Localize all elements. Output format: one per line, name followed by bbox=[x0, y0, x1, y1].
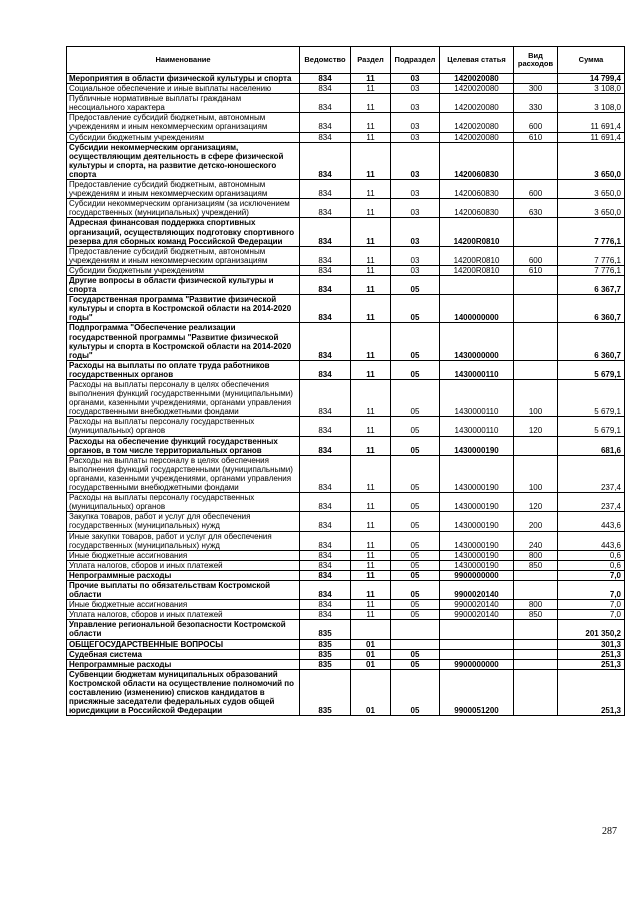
table-row bbox=[67, 610, 625, 620]
table-row bbox=[67, 570, 625, 580]
cell-name: ОБЩЕГОСУДАРСТВЕННЫЕ ВОПРОСЫ bbox=[67, 639, 300, 649]
cell-section: 11 bbox=[351, 380, 391, 417]
cell-subsection: 05 bbox=[391, 649, 440, 659]
header-exptype: Вид расходов bbox=[514, 47, 558, 74]
cell-section: 11 bbox=[351, 360, 391, 379]
cell-exptype: 600 bbox=[514, 246, 558, 265]
cell-sum: 3 108,0 bbox=[558, 94, 625, 113]
cell-sum: 11 691,4 bbox=[558, 132, 625, 142]
cell-dept: 834 bbox=[300, 580, 351, 599]
cell-section: 11 bbox=[351, 436, 391, 455]
cell-section: 11 bbox=[351, 295, 391, 323]
cell-dept: 834 bbox=[300, 246, 351, 265]
cell-sum: 681,6 bbox=[558, 436, 625, 455]
cell-exptype bbox=[514, 436, 558, 455]
cell-exptype: 600 bbox=[514, 113, 558, 132]
cell-dept: 834 bbox=[300, 570, 351, 580]
cell-name: Субсидии бюджетным учреждениям bbox=[67, 132, 300, 142]
cell-dept: 834 bbox=[300, 360, 351, 379]
cell-dept: 834 bbox=[300, 323, 351, 360]
cell-target: 14200R0810 bbox=[440, 218, 514, 246]
header-name: Наименование bbox=[67, 47, 300, 74]
cell-target: 14200R0810 bbox=[440, 265, 514, 275]
cell-dept: 834 bbox=[300, 600, 351, 610]
cell-target: 1430000000 bbox=[440, 323, 514, 360]
table-row bbox=[67, 531, 625, 550]
cell-target: 1400000000 bbox=[440, 295, 514, 323]
cell-subsection: 03 bbox=[391, 74, 440, 84]
cell-subsection: 05 bbox=[391, 610, 440, 620]
table-row bbox=[67, 94, 625, 113]
cell-dept: 834 bbox=[300, 550, 351, 560]
cell-subsection: 05 bbox=[391, 512, 440, 531]
cell-sum: 251,3 bbox=[558, 659, 625, 669]
cell-dept: 834 bbox=[300, 417, 351, 436]
cell-dept: 834 bbox=[300, 84, 351, 94]
cell-exptype: 850 bbox=[514, 560, 558, 570]
table-row bbox=[67, 512, 625, 531]
cell-exptype bbox=[514, 275, 558, 294]
cell-exptype bbox=[514, 580, 558, 599]
table-row bbox=[67, 360, 625, 379]
cell-target: 1420020080 bbox=[440, 113, 514, 132]
cell-dept: 834 bbox=[300, 560, 351, 570]
cell-name: Предоставление субсидий бюджетным, автономным учреждениям и иным некоммерческим организациям bbox=[67, 246, 300, 265]
cell-exptype: 630 bbox=[514, 199, 558, 218]
cell-name: Управление региональной безопасности Костромской области bbox=[67, 620, 300, 639]
table-row bbox=[67, 142, 625, 179]
cell-target: 1430000110 bbox=[440, 417, 514, 436]
cell-exptype bbox=[514, 360, 558, 379]
cell-sum: 5 679,1 bbox=[558, 417, 625, 436]
cell-section: 11 bbox=[351, 417, 391, 436]
cell-sum: 201 350,2 bbox=[558, 620, 625, 639]
cell-sum: 237,4 bbox=[558, 455, 625, 492]
cell-sum: 0,6 bbox=[558, 560, 625, 570]
cell-exptype bbox=[514, 620, 558, 639]
cell-exptype bbox=[514, 659, 558, 669]
cell-name: Субсидии бюджетным учреждениям bbox=[67, 265, 300, 275]
table-row bbox=[67, 455, 625, 492]
cell-dept: 834 bbox=[300, 132, 351, 142]
table-row bbox=[67, 493, 625, 512]
table-row bbox=[67, 246, 625, 265]
cell-name: Прочие выплаты по обязательствам Костромской области bbox=[67, 580, 300, 599]
cell-subsection: 03 bbox=[391, 199, 440, 218]
cell-subsection: 05 bbox=[391, 380, 440, 417]
cell-sum: 6 360,7 bbox=[558, 323, 625, 360]
table-row bbox=[67, 560, 625, 570]
cell-sum: 3 650,0 bbox=[558, 199, 625, 218]
cell-sum: 7 776,1 bbox=[558, 265, 625, 275]
cell-dept: 834 bbox=[300, 610, 351, 620]
cell-subsection bbox=[391, 639, 440, 649]
cell-sum: 0,6 bbox=[558, 550, 625, 560]
table-row bbox=[67, 218, 625, 246]
cell-target: 1420020080 bbox=[440, 132, 514, 142]
cell-dept: 834 bbox=[300, 142, 351, 179]
cell-name: Уплата налогов, сборов и иных платежей bbox=[67, 610, 300, 620]
cell-sum: 443,6 bbox=[558, 512, 625, 531]
cell-exptype: 610 bbox=[514, 132, 558, 142]
cell-dept: 834 bbox=[300, 531, 351, 550]
table-row bbox=[67, 295, 625, 323]
cell-subsection: 03 bbox=[391, 113, 440, 132]
cell-section: 11 bbox=[351, 512, 391, 531]
cell-exptype bbox=[514, 74, 558, 84]
table-row bbox=[67, 550, 625, 560]
cell-sum: 237,4 bbox=[558, 493, 625, 512]
cell-subsection: 05 bbox=[391, 295, 440, 323]
cell-name: Расходы на выплаты персоналу государственных (муниципальных) органов bbox=[67, 417, 300, 436]
cell-name: Расходы на обеспечение функций государственных органов, в том числе территориальных органов bbox=[67, 436, 300, 455]
cell-name: Закупка товаров, работ и услуг для обеспечения государственных (муниципальных) нужд bbox=[67, 512, 300, 531]
cell-name: Расходы на выплаты персоналу в целях обеспечения выполнения функций государственными (муниципальными) органами, казенными учреждениями, органами управления государственными внебюджетными фондами bbox=[67, 380, 300, 417]
cell-exptype bbox=[514, 323, 558, 360]
cell-sum: 7,0 bbox=[558, 580, 625, 599]
cell-subsection: 05 bbox=[391, 570, 440, 580]
table-row bbox=[67, 669, 625, 715]
table-row bbox=[67, 199, 625, 218]
cell-section: 11 bbox=[351, 493, 391, 512]
cell-target: 1430000110 bbox=[440, 380, 514, 417]
cell-subsection: 05 bbox=[391, 580, 440, 599]
cell-target: 9900020140 bbox=[440, 610, 514, 620]
cell-dept: 834 bbox=[300, 199, 351, 218]
cell-section: 11 bbox=[351, 180, 391, 199]
cell-name: Публичные нормативные выплаты гражданам несоциального характера bbox=[67, 94, 300, 113]
cell-section: 11 bbox=[351, 610, 391, 620]
cell-exptype bbox=[514, 639, 558, 649]
cell-sum: 6 367,7 bbox=[558, 275, 625, 294]
cell-exptype: 200 bbox=[514, 512, 558, 531]
cell-name: Расходы на выплаты по оплате труда работников государственных органов bbox=[67, 360, 300, 379]
cell-target bbox=[440, 639, 514, 649]
cell-subsection: 05 bbox=[391, 493, 440, 512]
cell-target: 1430000190 bbox=[440, 455, 514, 492]
cell-dept: 834 bbox=[300, 512, 351, 531]
cell-exptype: 330 bbox=[514, 94, 558, 113]
cell-section: 11 bbox=[351, 531, 391, 550]
cell-exptype: 600 bbox=[514, 180, 558, 199]
cell-dept: 834 bbox=[300, 295, 351, 323]
cell-section: 11 bbox=[351, 600, 391, 610]
cell-subsection: 03 bbox=[391, 94, 440, 113]
cell-target: 1430000190 bbox=[440, 531, 514, 550]
cell-name: Предоставление субсидий бюджетным, автономным учреждениям и иным некоммерческим организациям bbox=[67, 180, 300, 199]
header-target: Целевая статья bbox=[440, 47, 514, 74]
cell-subsection: 05 bbox=[391, 455, 440, 492]
cell-exptype bbox=[514, 142, 558, 179]
cell-subsection: 05 bbox=[391, 417, 440, 436]
cell-sum: 7,0 bbox=[558, 610, 625, 620]
cell-target bbox=[440, 620, 514, 639]
cell-dept: 834 bbox=[300, 218, 351, 246]
cell-section: 11 bbox=[351, 246, 391, 265]
cell-target: 1430000190 bbox=[440, 436, 514, 455]
cell-section: 01 bbox=[351, 669, 391, 715]
cell-sum: 3 650,0 bbox=[558, 180, 625, 199]
cell-subsection bbox=[391, 620, 440, 639]
cell-sum: 443,6 bbox=[558, 531, 625, 550]
cell-section: 11 bbox=[351, 323, 391, 360]
cell-dept: 835 bbox=[300, 669, 351, 715]
table-row bbox=[67, 265, 625, 275]
cell-target: 9900051200 bbox=[440, 669, 514, 715]
header-subsection: Подраздел bbox=[391, 47, 440, 74]
table-row bbox=[67, 417, 625, 436]
table-row bbox=[67, 659, 625, 669]
cell-section: 01 bbox=[351, 649, 391, 659]
cell-name: Подпрограмма "Обеспечение реализации государственной программы "Развитие физической культуры и спорта в Костромской области на 2014-2020 годы" bbox=[67, 323, 300, 360]
cell-sum: 11 691,4 bbox=[558, 113, 625, 132]
table-header-row bbox=[67, 47, 625, 74]
table-row bbox=[67, 180, 625, 199]
cell-dept: 835 bbox=[300, 659, 351, 669]
cell-subsection: 05 bbox=[391, 560, 440, 570]
table-row bbox=[67, 275, 625, 294]
table-row bbox=[67, 132, 625, 142]
cell-target: 1420020080 bbox=[440, 84, 514, 94]
table-row bbox=[67, 600, 625, 610]
cell-target: 9900000000 bbox=[440, 570, 514, 580]
cell-target: 1420060830 bbox=[440, 142, 514, 179]
cell-subsection: 05 bbox=[391, 360, 440, 379]
cell-name: Адресная финансовая поддержка спортивных организаций, осуществляющих подготовку спортивного резерва для сборных команд Российской Федерации bbox=[67, 218, 300, 246]
cell-sum: 301,3 bbox=[558, 639, 625, 649]
cell-subsection: 03 bbox=[391, 246, 440, 265]
cell-subsection: 03 bbox=[391, 132, 440, 142]
cell-target: 1420020080 bbox=[440, 94, 514, 113]
cell-target: 1430000190 bbox=[440, 512, 514, 531]
cell-section: 11 bbox=[351, 265, 391, 275]
cell-section: 11 bbox=[351, 94, 391, 113]
cell-dept: 834 bbox=[300, 493, 351, 512]
cell-subsection: 03 bbox=[391, 142, 440, 179]
cell-name: Мероприятия в области физической культуры и спорта bbox=[67, 74, 300, 84]
table-body bbox=[67, 74, 625, 716]
table-row bbox=[67, 649, 625, 659]
cell-name: Расходы на выплаты персоналу государственных (муниципальных) органов bbox=[67, 493, 300, 512]
cell-section: 01 bbox=[351, 659, 391, 669]
cell-target: 9900020140 bbox=[440, 600, 514, 610]
cell-exptype: 120 bbox=[514, 417, 558, 436]
cell-section: 11 bbox=[351, 74, 391, 84]
cell-target: 1420060830 bbox=[440, 199, 514, 218]
cell-sum: 7 776,1 bbox=[558, 246, 625, 265]
table-row bbox=[67, 74, 625, 84]
cell-dept: 835 bbox=[300, 639, 351, 649]
cell-dept: 834 bbox=[300, 265, 351, 275]
cell-sum: 7 776,1 bbox=[558, 218, 625, 246]
cell-exptype: 800 bbox=[514, 550, 558, 560]
cell-subsection: 03 bbox=[391, 218, 440, 246]
header-dept: Ведомство bbox=[300, 47, 351, 74]
cell-exptype bbox=[514, 218, 558, 246]
cell-name: Государственная программа "Развитие физической культуры и спорта в Костромской области на 2014-2020 годы" bbox=[67, 295, 300, 323]
cell-section: 11 bbox=[351, 199, 391, 218]
cell-exptype bbox=[514, 570, 558, 580]
cell-target: 1430000190 bbox=[440, 560, 514, 570]
cell-sum: 6 360,7 bbox=[558, 295, 625, 323]
cell-target: 1430000190 bbox=[440, 550, 514, 560]
cell-subsection: 05 bbox=[391, 531, 440, 550]
cell-subsection: 03 bbox=[391, 84, 440, 94]
cell-section: 11 bbox=[351, 560, 391, 570]
cell-dept: 834 bbox=[300, 380, 351, 417]
cell-exptype: 100 bbox=[514, 455, 558, 492]
budget-table bbox=[66, 46, 625, 716]
table-row bbox=[67, 436, 625, 455]
cell-exptype: 850 bbox=[514, 610, 558, 620]
cell-exptype: 120 bbox=[514, 493, 558, 512]
cell-name: Иные закупки товаров, работ и услуг для обеспечения государственных (муниципальных) нужд bbox=[67, 531, 300, 550]
cell-exptype: 240 bbox=[514, 531, 558, 550]
cell-subsection: 05 bbox=[391, 275, 440, 294]
cell-sum: 14 799,4 bbox=[558, 74, 625, 84]
cell-target: 1420060830 bbox=[440, 180, 514, 199]
page-number: 287 bbox=[602, 826, 617, 837]
cell-sum: 7,0 bbox=[558, 600, 625, 610]
cell-target bbox=[440, 649, 514, 659]
cell-name: Субсидии некоммерческим организациям (за исключением государственных (муниципальных) учреждений) bbox=[67, 199, 300, 218]
cell-name: Предоставление субсидий бюджетным, автономным учреждениям и иным некоммерческим организациям bbox=[67, 113, 300, 132]
cell-exptype: 800 bbox=[514, 600, 558, 610]
cell-section: 11 bbox=[351, 84, 391, 94]
cell-dept: 834 bbox=[300, 455, 351, 492]
cell-name: Непрограммные расходы bbox=[67, 659, 300, 669]
cell-sum: 251,3 bbox=[558, 669, 625, 715]
cell-section: 11 bbox=[351, 275, 391, 294]
cell-dept: 834 bbox=[300, 275, 351, 294]
cell-dept: 835 bbox=[300, 649, 351, 659]
cell-target: 9900020140 bbox=[440, 580, 514, 599]
table-row bbox=[67, 323, 625, 360]
cell-section: 11 bbox=[351, 218, 391, 246]
cell-dept: 834 bbox=[300, 94, 351, 113]
cell-subsection: 03 bbox=[391, 180, 440, 199]
cell-sum: 3 650,0 bbox=[558, 142, 625, 179]
cell-name: Иные бюджетные ассигнования bbox=[67, 600, 300, 610]
cell-subsection: 05 bbox=[391, 436, 440, 455]
cell-target: 14200R0810 bbox=[440, 246, 514, 265]
table-row bbox=[67, 380, 625, 417]
cell-section: 01 bbox=[351, 639, 391, 649]
cell-subsection: 05 bbox=[391, 600, 440, 610]
cell-dept: 835 bbox=[300, 620, 351, 639]
cell-name: Субсидии некоммерческим организациям, осуществляющим деятельность в сфере физической культуры и спорта, на развитие детско-юношеского спорта bbox=[67, 142, 300, 179]
cell-sum: 5 679,1 bbox=[558, 380, 625, 417]
cell-section: 11 bbox=[351, 132, 391, 142]
table-row bbox=[67, 84, 625, 94]
cell-section: 11 bbox=[351, 570, 391, 580]
cell-name: Расходы на выплаты персоналу в целях обеспечения выполнения функций государственными (муниципальными) органами, казенными учреждениями, органами управления государственными внебюджетными фондами bbox=[67, 455, 300, 492]
table-row bbox=[67, 620, 625, 639]
cell-subsection: 05 bbox=[391, 659, 440, 669]
cell-section: 11 bbox=[351, 580, 391, 599]
cell-name: Непрограммные расходы bbox=[67, 570, 300, 580]
cell-target: 9900000000 bbox=[440, 659, 514, 669]
cell-sum: 3 108,0 bbox=[558, 84, 625, 94]
cell-exptype: 100 bbox=[514, 380, 558, 417]
cell-name: Социальное обеспечение и иные выплаты населению bbox=[67, 84, 300, 94]
cell-name: Иные бюджетные ассигнования bbox=[67, 550, 300, 560]
cell-name: Другие вопросы в области физической культуры и спорта bbox=[67, 275, 300, 294]
cell-dept: 834 bbox=[300, 436, 351, 455]
cell-subsection: 03 bbox=[391, 265, 440, 275]
cell-dept: 834 bbox=[300, 113, 351, 132]
cell-sum: 7,0 bbox=[558, 570, 625, 580]
cell-name: Уплата налогов, сборов и иных платежей bbox=[67, 560, 300, 570]
cell-dept: 834 bbox=[300, 180, 351, 199]
cell-exptype bbox=[514, 649, 558, 659]
cell-section: 11 bbox=[351, 113, 391, 132]
table-row bbox=[67, 639, 625, 649]
table-row bbox=[67, 580, 625, 599]
cell-exptype bbox=[514, 669, 558, 715]
table-row bbox=[67, 113, 625, 132]
cell-target: 1430000190 bbox=[440, 493, 514, 512]
cell-sum: 5 679,1 bbox=[558, 360, 625, 379]
cell-sum: 251,3 bbox=[558, 649, 625, 659]
cell-section bbox=[351, 620, 391, 639]
cell-exptype bbox=[514, 295, 558, 323]
cell-name: Судебная система bbox=[67, 649, 300, 659]
header-section: Раздел bbox=[351, 47, 391, 74]
header-sum: Сумма bbox=[558, 47, 625, 74]
cell-subsection: 05 bbox=[391, 323, 440, 360]
cell-section: 11 bbox=[351, 550, 391, 560]
cell-subsection: 05 bbox=[391, 669, 440, 715]
cell-section: 11 bbox=[351, 142, 391, 179]
cell-name: Субвенции бюджетам муниципальных образований Костромской области на осуществление полномочий по составлению (изменению) списков кандидатов в присяжные заседатели федеральных судов общей юрисдикции в Российской Федерации bbox=[67, 669, 300, 715]
cell-dept: 834 bbox=[300, 74, 351, 84]
cell-exptype: 300 bbox=[514, 84, 558, 94]
cell-exptype: 610 bbox=[514, 265, 558, 275]
cell-target: 1420020080 bbox=[440, 74, 514, 84]
cell-subsection: 05 bbox=[391, 550, 440, 560]
cell-section: 11 bbox=[351, 455, 391, 492]
cell-target: 1430000110 bbox=[440, 360, 514, 379]
cell-target bbox=[440, 275, 514, 294]
